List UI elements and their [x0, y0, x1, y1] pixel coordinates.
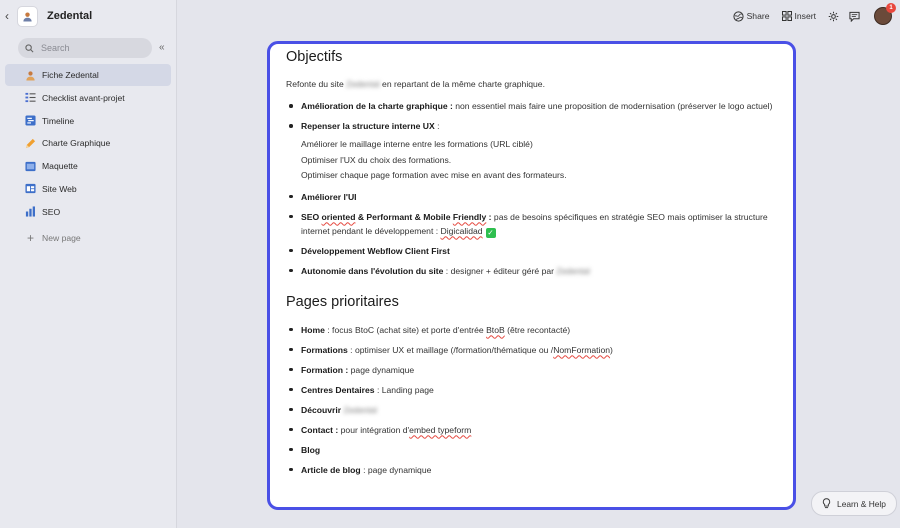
learn-help-button[interactable]	[811, 491, 897, 516]
sub-line: Améliorer le maillage interne entre les formations (URL ciblé)	[301, 139, 533, 149]
blurred-client-name: Zedental	[343, 404, 377, 415]
list-item	[286, 99, 781, 113]
pencil-icon	[25, 138, 36, 149]
blurred-client-name: Zedental	[346, 79, 380, 89]
insert-label: Insert	[794, 11, 816, 21]
item-bold: Découvrir	[301, 404, 342, 415]
list-item	[286, 190, 781, 204]
item-bold: & Performant & Mobile	[355, 211, 453, 222]
sidebar-item-label: Site Web	[42, 183, 77, 194]
section-title-objectifs: Objectifs	[286, 49, 343, 65]
search-placeholder: Search	[41, 43, 70, 53]
website-icon	[25, 183, 36, 194]
sidebar-item-label: Checklist avant-projet	[42, 92, 125, 103]
section-title-pages-prioritaires: Pages prioritaires	[286, 293, 399, 310]
check-icon: ✓	[487, 227, 494, 237]
pages-list	[286, 323, 793, 477]
item-text: : designer + éditeur géré par	[443, 265, 557, 276]
sidebar-item-fiche-zedental[interactable]	[5, 64, 171, 86]
item-text: non essentiel mais faire une proposition de modernisation (préserver le logo actuel)	[455, 101, 773, 111]
mockup-icon	[25, 161, 36, 172]
document-card	[267, 41, 796, 510]
person-icon	[25, 70, 36, 81]
item-text: : page dynamique	[360, 464, 432, 475]
new-page-label: New page	[42, 232, 81, 243]
item-bold: Centres Dentaires	[301, 384, 375, 395]
workspace-header[interactable]	[5, 5, 92, 27]
sidebar-item-label: Maquette	[42, 161, 78, 172]
item-text: BtoB	[486, 324, 505, 335]
item-bold: Améliorer l'UI	[301, 191, 357, 202]
collapse-sidebar-icon[interactable]: «	[159, 42, 165, 53]
grid-icon	[782, 11, 792, 21]
intro-suffix: en repartant de la même charte graphique.	[382, 79, 545, 89]
item-bold: Formation :	[301, 364, 349, 375]
sub-line: Optimiser chaque page formation avec mise en avant des formateurs.	[301, 170, 567, 180]
item-text: page dynamique	[348, 364, 415, 375]
item-bold: Blog	[301, 444, 321, 455]
notification-badge: 1	[886, 3, 896, 13]
sub-paragraph	[286, 137, 793, 184]
list-item	[286, 119, 781, 133]
new-page-button[interactable]	[5, 227, 171, 249]
item-bold: Friendly	[452, 211, 487, 222]
item-text: :	[434, 121, 440, 131]
list-item	[286, 264, 781, 278]
comment-icon[interactable]	[849, 11, 860, 22]
objectives-list	[286, 99, 793, 133]
sidebar-item-label: Timeline	[42, 115, 75, 126]
item-bold: Formations	[301, 344, 348, 355]
item-text: (être recontacté)	[504, 324, 571, 335]
lightbulb-icon	[822, 498, 831, 509]
sidebar-nav	[5, 64, 171, 250]
insert-button[interactable]	[782, 11, 817, 21]
list-item	[286, 343, 781, 357]
item-bold: Autonomie dans l'évolution du site	[301, 265, 444, 276]
plus-icon: +	[26, 230, 34, 245]
sidebar-item-label: SEO	[42, 206, 61, 217]
workspace-title: Zedental	[47, 10, 93, 22]
item-text: : focus BtoC (achat site) et porte d'entrée	[324, 324, 487, 335]
sidebar-item-label: Fiche Zedental	[42, 70, 99, 80]
item-text: )	[610, 344, 613, 355]
objectives-list-continued	[286, 190, 793, 278]
item-text: pas de besoins spécifiques en stratégie SEO mais optimiser la structure internet pendant le développement :	[301, 211, 768, 236]
top-toolbar	[733, 0, 900, 32]
digicalidad-link[interactable]: Digicalidad	[440, 225, 483, 236]
share-icon	[733, 11, 744, 22]
sidebar-item-maquette[interactable]	[5, 155, 171, 177]
item-bold: Contact :	[301, 424, 339, 435]
sidebar	[0, 0, 177, 528]
item-text: : Landing page	[374, 384, 434, 395]
sidebar-item-checklist[interactable]	[5, 87, 171, 109]
list-item	[286, 323, 781, 337]
sidebar-item-timeline[interactable]	[5, 110, 171, 132]
item-bold: SEO	[301, 211, 322, 222]
sub-line: Optimiser l'UX du choix des formations.	[301, 154, 452, 165]
list-item	[286, 244, 781, 258]
search-icon	[25, 44, 34, 53]
search-input[interactable]	[18, 38, 152, 58]
item-bold: Amélioration de la charte graphique :	[301, 101, 453, 111]
item-text: NomFormation	[553, 344, 611, 355]
list-item	[286, 403, 781, 417]
item-bold: oriented	[321, 211, 356, 222]
intro-text	[286, 79, 793, 89]
list-item	[286, 423, 781, 437]
sidebar-item-label: Charte Graphique	[42, 138, 111, 149]
item-text: : optimiser UX et maillage (/formation/thématique ou /	[347, 344, 554, 355]
sidebar-item-charte-graphique[interactable]	[5, 132, 171, 154]
item-text: embed typeform	[409, 424, 472, 435]
sidebar-item-site-web[interactable]	[5, 178, 171, 200]
timeline-icon	[25, 115, 36, 126]
sidebar-item-seo[interactable]	[5, 201, 171, 223]
gear-icon[interactable]	[828, 11, 839, 22]
item-bold: Article de blog	[301, 464, 361, 475]
item-text: pour intégration d'	[338, 424, 410, 435]
workspace-avatar	[17, 6, 38, 27]
checklist-icon	[25, 92, 36, 103]
list-item	[286, 363, 781, 377]
intro-prefix: Refonte du site	[286, 79, 344, 89]
list-item	[286, 383, 781, 397]
learn-help-label: Learn & Help	[837, 498, 886, 509]
list-item	[286, 443, 781, 457]
share-button[interactable]	[733, 11, 770, 22]
blurred-client-name: Zedental	[556, 265, 590, 276]
list-item	[286, 463, 781, 477]
item-bold: Repenser la structure interne UX	[301, 121, 435, 131]
share-label: Share	[746, 11, 770, 21]
list-item	[286, 210, 781, 238]
user-avatar[interactable]	[874, 7, 892, 25]
item-bold: Développement Webflow Client First	[301, 245, 450, 256]
bar-chart-icon	[25, 206, 36, 217]
item-bold: :	[486, 211, 492, 222]
item-bold: Home	[301, 324, 325, 335]
back-chevron-icon[interactable]: ‹	[5, 9, 9, 23]
